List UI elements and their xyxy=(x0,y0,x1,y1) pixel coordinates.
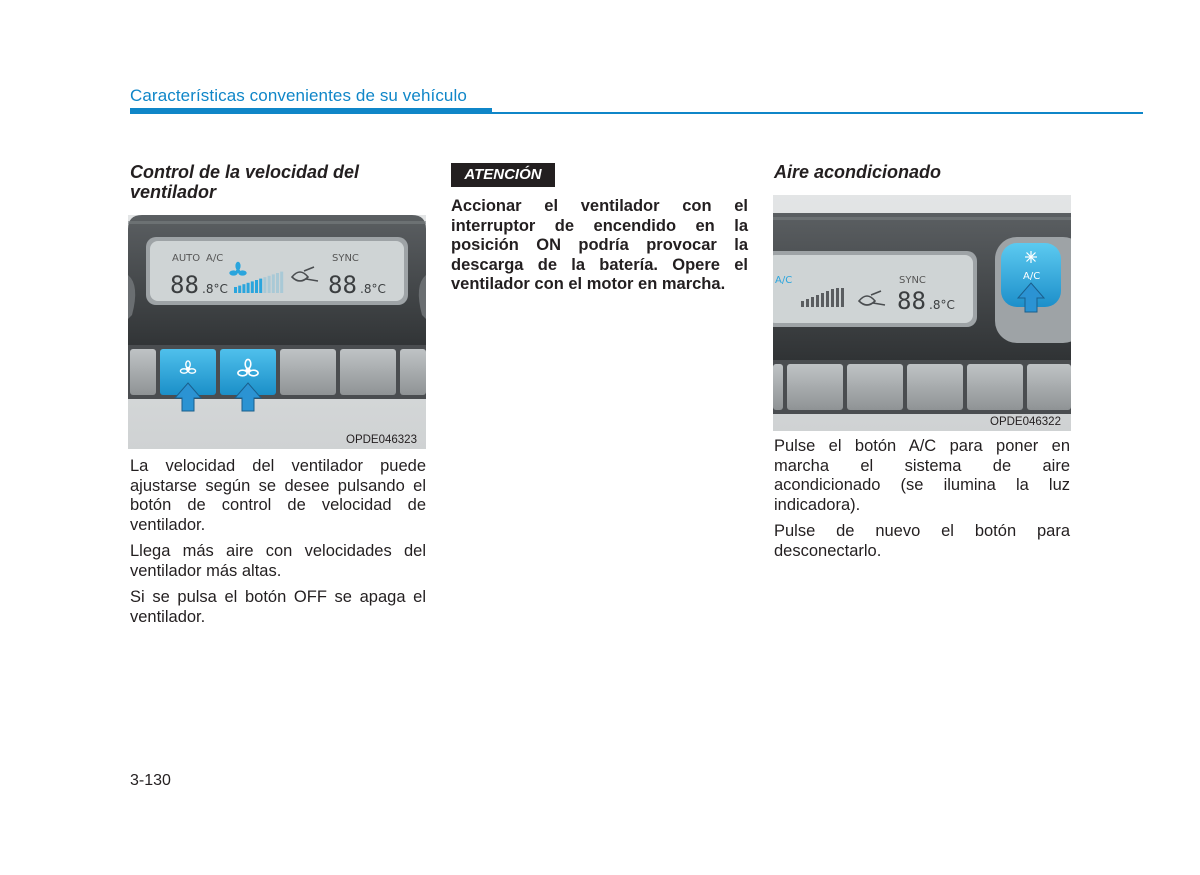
display-sync-label: SYNC xyxy=(899,275,926,286)
panel-button-5 xyxy=(400,349,426,395)
air-conditioning-figure xyxy=(773,195,1071,431)
ac-snowflake-icon xyxy=(1025,251,1037,263)
fan-level-segment xyxy=(268,276,271,293)
fan-level-segment xyxy=(255,280,258,293)
air-conditioning-body xyxy=(774,437,1070,568)
fan-level-segment xyxy=(272,274,275,293)
display-auto-label: AUTO xyxy=(172,253,201,264)
attention-body xyxy=(451,197,748,302)
display-ac-label: A/C xyxy=(775,275,793,286)
display-screen xyxy=(773,255,973,323)
page-number: 3-130 xyxy=(130,772,171,789)
panel-button-2 xyxy=(787,364,843,410)
fan-speed-paragraph-1: La velocidad del ventilador puede ajustarse según se desee pulsando el botón de control de velocidad de ventilador. xyxy=(130,457,426,534)
fan-level-segment xyxy=(259,279,262,293)
display-temp-right-unit: .8°C xyxy=(360,282,386,296)
fan-speed-body xyxy=(130,457,426,634)
figure-code-right: OPDE046322 xyxy=(990,416,1061,428)
ac-button-label: A/C xyxy=(1023,271,1041,282)
display-temp-left-unit: .8°C xyxy=(202,282,228,296)
panel-button-3 xyxy=(280,349,336,395)
display-temp-unit: .8°C xyxy=(929,298,955,312)
header-rule-accent xyxy=(130,108,492,114)
panel-button-4 xyxy=(907,364,963,410)
panel-button-1 xyxy=(773,364,783,410)
bezel-highlight xyxy=(773,217,1071,220)
fan-level-segment xyxy=(238,286,241,293)
ac-panel-illustration xyxy=(773,195,1071,431)
fan-level-segment xyxy=(247,283,250,293)
panel-button-4 xyxy=(340,349,396,395)
fan-speed-paragraph-3: Si se pulsa el botón OFF se apaga el ventilador. xyxy=(130,588,426,626)
display-temp-left: 88 xyxy=(170,271,199,299)
air-conditioning-heading: Aire acondicionado xyxy=(774,162,942,182)
attention-badge: ATENCIÓN xyxy=(451,163,555,187)
panel-button-6 xyxy=(1027,364,1071,410)
fan-speed-heading: Control de la velocidad del ventilador xyxy=(130,162,360,202)
section-header: Características convenientes de su vehículo xyxy=(130,86,467,105)
fan-level-segment xyxy=(234,287,237,293)
fan-level-segment xyxy=(251,281,254,293)
bezel-highlight xyxy=(128,221,426,224)
fan-level-segment xyxy=(263,277,266,293)
fan-speed-figure xyxy=(128,215,426,449)
display-temp-right: 88 xyxy=(328,271,357,299)
display-ac-label: A/C xyxy=(206,253,224,264)
display-temp: 88 xyxy=(897,287,926,315)
attention-text: Accionar el ventilador con el interruptor de encendido en la posición ON podría provocar la descarga de la batería. Opere el ventilador con el motor en marcha. xyxy=(451,197,748,293)
panel-button-3 xyxy=(847,364,903,410)
climate-panel-illustration xyxy=(128,215,426,449)
air-conditioning-paragraph-2: Pulse de nuevo el botón para desconectarlo. xyxy=(774,522,1070,560)
display-sync-label: SYNC xyxy=(332,253,359,264)
panel-button-5 xyxy=(967,364,1023,410)
figure-code-left: OPDE046323 xyxy=(346,434,417,446)
fan-level-segment xyxy=(242,284,245,293)
button-edge-left xyxy=(130,349,156,395)
air-conditioning-paragraph-1: Pulse el botón A/C para poner en marcha el sistema de aire acondicionado (se ilumina la luz indicadora). xyxy=(774,437,1070,514)
fan-speed-paragraph-2: Llega más aire con velocidades del ventilador más altas. xyxy=(130,542,426,580)
fan-level-segment xyxy=(276,273,279,293)
fan-level-segment xyxy=(280,272,283,293)
